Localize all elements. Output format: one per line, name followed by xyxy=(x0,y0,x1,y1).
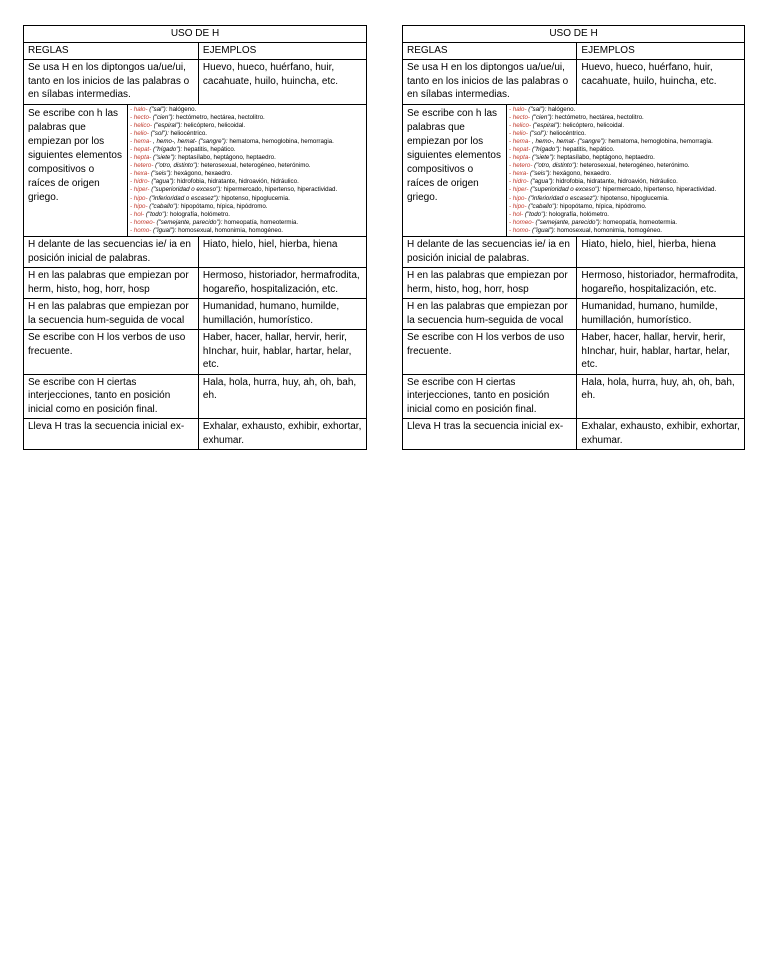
prefix-words: hipotenso, hipoglucemia. xyxy=(219,194,290,202)
prefix-meaning: ("siete"): xyxy=(530,154,556,162)
prefix-item xyxy=(130,227,364,235)
prefix-meaning: ("caballo"): xyxy=(147,202,180,210)
prefix-meaning: ("sal"): xyxy=(147,105,168,113)
prefix-meaning: ("igual"): xyxy=(530,226,556,234)
prefix-item xyxy=(130,138,364,146)
prefix-words: heterosexual, heterogéneo, heterónimo. xyxy=(578,162,690,170)
prefix-item xyxy=(509,186,742,194)
prefix-meaning: ("igual"): xyxy=(151,226,177,234)
prefix-root: - hipo- xyxy=(509,202,527,210)
prefix-root: - helio- xyxy=(509,129,528,137)
table-row xyxy=(403,104,745,237)
prefix-words: halógeno. xyxy=(546,105,576,113)
prefix-root: - hema- xyxy=(130,137,152,145)
header-examples: EJEMPLOS xyxy=(198,42,366,60)
prefix-root: - hipo- xyxy=(509,194,527,202)
prefix-root: - halo- xyxy=(509,105,527,113)
prefix-item xyxy=(509,106,742,114)
prefix-words: hipopótamo, hípica, hipódromo. xyxy=(558,202,647,210)
prefix-meaning: ("todo"): xyxy=(523,210,548,218)
rule-cell: H en las palabras que empiezan por herm, histo, hog, horr, hosp xyxy=(24,268,199,299)
table-row xyxy=(24,237,367,268)
prefix-item xyxy=(130,162,364,170)
prefix-root: - hetero- xyxy=(130,162,154,170)
prefix-root: - hexa- xyxy=(130,170,150,178)
prefix-root: - halo- xyxy=(130,105,148,113)
prefix-words: hidrofobia, hidratante, hidroavión, hidráulico. xyxy=(554,178,678,186)
prefix-words: heterosexual, heterogéneo, heterónimo. xyxy=(199,162,311,170)
prefix-meaning: ("superioridad o exceso"): xyxy=(528,186,601,194)
prefix-words: hematoma, hemoglobina, hemorragia. xyxy=(606,137,713,145)
table-row xyxy=(24,60,367,105)
table-row xyxy=(403,374,745,419)
table-row xyxy=(24,419,367,450)
prefix-meaning: ("agua"): xyxy=(528,178,555,186)
rule-cell: Se escribe con H los verbos de uso frecuente. xyxy=(24,330,199,375)
prefix-root: - hidro- xyxy=(509,178,529,186)
prefix-root: - homeo- xyxy=(130,218,155,226)
prefix-item xyxy=(130,211,364,219)
example-cell: Humanidad, humano, humilde, humillación, humorístico. xyxy=(198,299,366,330)
prefix-meaning: ("seis"): xyxy=(528,170,552,178)
prefix-item xyxy=(130,219,364,227)
prefix-words: homosexual, homonimia, homogéneo. xyxy=(555,226,662,234)
prefix-words: hidrofobia, hidratante, hidroavión, hidráulico. xyxy=(175,178,299,186)
prefix-words: hexágono, hexaedro. xyxy=(551,170,612,178)
rule-cell: Se usa H en los diptongos ua/ue/ui, tanto en los inicios de las palabras o en sílabas intermedias. xyxy=(403,60,577,105)
table-row xyxy=(24,104,367,237)
prefix-item xyxy=(130,146,364,154)
prefix-item xyxy=(130,170,364,178)
prefix-item xyxy=(130,154,364,162)
prefix-words: hipermercado, hipertenso, hiperactividad. xyxy=(222,186,338,194)
prefix-item xyxy=(509,130,742,138)
header-examples: EJEMPLOS xyxy=(577,42,745,60)
prefix-words: helicóptero, helicoidal. xyxy=(561,121,625,129)
prefix-item xyxy=(509,219,742,227)
prefix-item xyxy=(130,122,364,130)
prefix-root: - hepta- xyxy=(509,154,531,162)
rule-cell: Se escribe con H ciertas interjecciones, tanto en posición inicial como en posición final. xyxy=(403,374,577,419)
prefix-item xyxy=(509,170,742,178)
prefix-root: - hepta- xyxy=(130,154,152,162)
prefix-meaning: ("semejante, parecido"): xyxy=(533,218,602,226)
example-cell: Exhalar, exhausto, exhibir, exhortar, exhumar. xyxy=(577,419,745,450)
header-rules: REGLAS xyxy=(403,42,577,60)
example-cell: Huevo, hueco, huérfano, huir, cacahuate, huilo, huincha, etc. xyxy=(577,60,745,105)
prefix-meaning: ("espiral"): xyxy=(531,121,562,129)
prefix-root: - homeo- xyxy=(509,218,534,226)
prefix-meaning: ("semejante, parecido"): xyxy=(154,218,223,226)
prefix-meaning: ("inferioridad o escasez"): xyxy=(526,194,599,202)
rule-cell: Lleva H tras la secuencia inicial ex- xyxy=(403,419,577,450)
prefix-item xyxy=(509,154,742,162)
example-cell: Hiato, hielo, hiel, hierba, hiena xyxy=(198,237,366,268)
prefix-item xyxy=(130,195,364,203)
rule-cell: H en las palabras que empiezan por la secuencia hum-seguida de vocal xyxy=(403,299,577,330)
table-row xyxy=(403,237,745,268)
prefix-root: - helico- xyxy=(130,121,153,129)
prefix-root: - hiper- xyxy=(509,186,529,194)
prefix-meaning: ("seis"): xyxy=(149,170,173,178)
prefix-root: - hecto- xyxy=(509,113,530,121)
prefix-item xyxy=(509,122,742,130)
example-cell: Haber, hacer, hallar, hervir, herir, hInchar, huir, hablar, hartar, helar, etc. xyxy=(577,330,745,375)
prefix-words: hectómetro, hectárea, hectolitro. xyxy=(553,113,644,121)
prefix-meaning: ("caballo"): xyxy=(526,202,559,210)
prefix-meaning: ("sol"): xyxy=(527,129,548,137)
prefix-words: hipopótamo, hípica, hipódromo. xyxy=(179,202,268,210)
prefix-root: - helico- xyxy=(509,121,532,129)
table-title: USO DE H xyxy=(403,26,745,43)
example-cell: Hiato, hielo, hiel, hierba, hiena xyxy=(577,237,745,268)
rule-cell: Se escribe con h las palabras que empiezan por los siguientes elementos compositivos o raíces de origen griego. xyxy=(403,105,507,237)
prefix-item xyxy=(509,211,742,219)
prefix-root: - hecto- xyxy=(130,113,151,121)
uso-de-h-table xyxy=(402,25,745,450)
prefix-meaning: ("todo"): xyxy=(144,210,169,218)
prefix-words: heliocéntrico. xyxy=(168,129,207,137)
prefix-root: - homo- xyxy=(130,226,152,234)
prefix-meaning: ("sal"): xyxy=(526,105,547,113)
rule-cell: H delante de las secuencias ie/ ia en posición inicial de palabras. xyxy=(403,237,577,268)
greek-roots-cell xyxy=(24,104,367,237)
prefix-root: - hol- xyxy=(509,210,524,218)
prefix-words: homeopatía, homeotermia. xyxy=(222,218,299,226)
rule-cell: Se escribe con H los verbos de uso frecuente. xyxy=(403,330,577,375)
prefix-item xyxy=(130,106,364,114)
prefix-root: - hexa- xyxy=(509,170,529,178)
example-cell: Haber, hacer, hallar, hervir, herir, hInchar, huir, hablar, hartar, helar, etc. xyxy=(198,330,366,375)
prefix-root: - hol- xyxy=(130,210,145,218)
prefix-words: homeopatía, homeotermia. xyxy=(601,218,678,226)
table-row xyxy=(403,330,745,375)
prefix-root: - hidro- xyxy=(130,178,150,186)
rule-cell: Se escribe con H ciertas interjecciones, tanto en posición inicial como en posición final. xyxy=(24,374,199,419)
prefix-meaning: , hemo-, hemat- ("sangre"): xyxy=(151,137,228,145)
prefix-words: heliocéntrico. xyxy=(547,129,586,137)
prefix-item xyxy=(509,138,742,146)
prefix-words: holografía, holómetro. xyxy=(547,210,610,218)
prefix-list xyxy=(507,105,744,237)
prefix-root: - hipo- xyxy=(130,194,148,202)
rule-cell: Se usa H en los diptongos ua/ue/ui, tanto en los inicios de las palabras o en sílabas intermedias. xyxy=(24,60,199,105)
example-cell: Exhalar, exhausto, exhibir, exhortar, exhumar. xyxy=(198,419,366,450)
prefix-words: heptasílabo, heptágono, heptaedro. xyxy=(176,154,276,162)
uso-de-h-table xyxy=(23,25,367,450)
prefix-words: hectómetro, hectárea, hectolitro. xyxy=(174,113,265,121)
prefix-words: hipotenso, hipoglucemia. xyxy=(598,194,669,202)
rule-cell: H en las palabras que empiezan por herm, histo, hog, horr, hosp xyxy=(403,268,577,299)
prefix-item xyxy=(509,114,742,122)
prefix-item xyxy=(509,178,742,186)
table-title: USO DE H xyxy=(24,26,367,43)
rules-table-left xyxy=(23,25,367,450)
header-rules: REGLAS xyxy=(24,42,199,60)
greek-roots-cell xyxy=(403,104,745,237)
table-row xyxy=(403,299,745,330)
prefix-list xyxy=(128,105,366,237)
prefix-meaning: ("inferioridad o escasez"): xyxy=(147,194,220,202)
prefix-item xyxy=(509,227,742,235)
example-cell: Huevo, hueco, huérfano, huir, cacahuate, huilo, huincha, etc. xyxy=(198,60,366,105)
prefix-item xyxy=(130,186,364,194)
prefix-item xyxy=(509,203,742,211)
prefix-root: - hiper- xyxy=(130,186,150,194)
example-cell: Hala, hola, hurra, huy, ah, oh, bah, eh. xyxy=(198,374,366,419)
prefix-meaning: ("sol"): xyxy=(148,129,169,137)
prefix-item xyxy=(130,114,364,122)
prefix-words: homosexual, homonimia, homogéneo. xyxy=(176,226,283,234)
prefix-meaning: ("otro, distinto"): xyxy=(153,162,200,170)
prefix-meaning: ("siete"): xyxy=(151,154,177,162)
rule-cell: Lleva H tras la secuencia inicial ex- xyxy=(24,419,199,450)
prefix-meaning: , hemo-, hemat- ("sangre"): xyxy=(530,137,607,145)
prefix-root: - hetero- xyxy=(509,162,533,170)
example-cell: Hala, hola, hurra, huy, ah, oh, bah, eh. xyxy=(577,374,745,419)
prefix-item xyxy=(130,203,364,211)
prefix-item xyxy=(130,178,364,186)
prefix-meaning: ("otro, distinto"): xyxy=(532,162,579,170)
prefix-words: hepatitis, hepático. xyxy=(561,145,615,153)
prefix-words: hematoma, hemoglobina, hemorragia. xyxy=(227,137,334,145)
prefix-meaning: ("cien"): xyxy=(529,113,554,121)
prefix-meaning: ("hígado"): xyxy=(151,145,183,153)
prefix-root: - hema- xyxy=(509,137,531,145)
rules-table-right xyxy=(402,25,745,450)
prefix-words: hexágono, hexaedro. xyxy=(172,170,233,178)
example-cell: Humanidad, humano, humilde, humillación, humorístico. xyxy=(577,299,745,330)
prefix-root: - hipo- xyxy=(130,202,148,210)
prefix-root: - helio- xyxy=(130,129,149,137)
prefix-words: holografía, holómetro. xyxy=(168,210,231,218)
table-row xyxy=(24,299,367,330)
example-cell: Hermoso, historiador, hermafrodita, hogareño, hospitalización, etc. xyxy=(198,268,366,299)
prefix-words: hipermercado, hipertenso, hiperactividad. xyxy=(601,186,717,194)
prefix-words: halógeno. xyxy=(167,105,197,113)
table-row xyxy=(403,268,745,299)
prefix-words: heptasílabo, heptágono, heptaedro. xyxy=(555,154,655,162)
table-row xyxy=(403,419,745,450)
table-row xyxy=(24,268,367,299)
rule-cell: Se escribe con h las palabras que empiezan por los siguientes elementos compositivos o raíces de origen griego. xyxy=(24,105,128,237)
prefix-root: - hepat- xyxy=(509,145,531,153)
prefix-root: - hepat- xyxy=(130,145,152,153)
prefix-meaning: ("hígado"): xyxy=(530,145,562,153)
table-row xyxy=(24,374,367,419)
prefix-meaning: ("superioridad o exceso"): xyxy=(149,186,222,194)
prefix-item xyxy=(509,195,742,203)
prefix-meaning: ("espiral"): xyxy=(152,121,183,129)
example-cell: Hermoso, historiador, hermafrodita, hogareño, hospitalización, etc. xyxy=(577,268,745,299)
prefix-meaning: ("cien"): xyxy=(150,113,175,121)
prefix-root: - homo- xyxy=(509,226,531,234)
prefix-meaning: ("agua"): xyxy=(149,178,176,186)
prefix-item xyxy=(130,130,364,138)
prefix-words: hepatitis, hepático. xyxy=(182,145,236,153)
prefix-words: helicóptero, helicoidal. xyxy=(182,121,246,129)
table-row xyxy=(403,60,745,105)
table-row xyxy=(24,330,367,375)
prefix-item xyxy=(509,146,742,154)
prefix-item xyxy=(509,162,742,170)
rule-cell: H delante de las secuencias ie/ ia en posición inicial de palabras. xyxy=(24,237,199,268)
rule-cell: H en las palabras que empiezan por la secuencia hum-seguida de vocal xyxy=(24,299,199,330)
